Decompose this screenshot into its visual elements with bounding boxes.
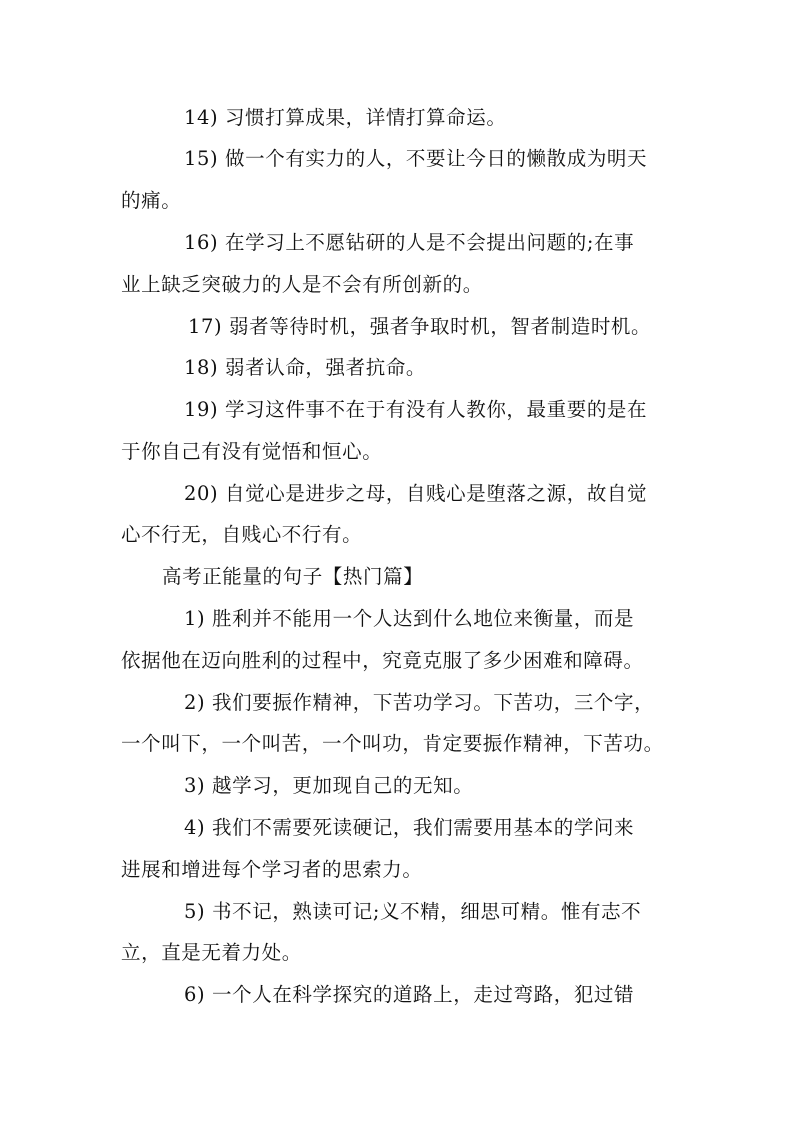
quote-5-line-1: 5) 书不记，熟读可记;义不精，细思可精。惟有志不 (184, 900, 642, 923)
quote-17: 17) 弱者等待时机，强者争取时机，智者制造时机。 (188, 315, 652, 338)
quote-15-line-1: 15) 做一个有实力的人，不要让今日的懒散成为明天 (184, 147, 648, 170)
quote-2-line-1: 2) 我们要振作精神，下苦功学习。下苦功，三个字， (184, 691, 655, 714)
quote-6-line-1: 6) 一个人在科学探究的道路上，走过弯路，犯过错 (184, 983, 635, 1006)
quote-19-line-1: 19) 学习这件事不在于有没有人教你，最重要的是在 (184, 398, 648, 421)
quote-3: 3) 越学习，更加现自己的无知。 (184, 774, 474, 797)
quote-15-line-2: 的痛。 (121, 189, 182, 212)
section-heading: 高考正能量的句子【热门篇】 (162, 565, 424, 588)
quote-18: 18) 弱者认命，强者抗命。 (184, 356, 427, 379)
quote-16-line-1: 16) 在学习上不愿钻研的人是不会提出问题的;在事 (184, 231, 635, 254)
quote-20-line-1: 20) 自觉心是进步之母，自贱心是堕落之源，故自觉 (184, 482, 648, 505)
quote-14: 14) 习惯打算成果，详情打算命运。 (184, 106, 507, 129)
quote-5-line-2: 立，直是无着力处。 (121, 941, 302, 964)
quote-1-line-1: 1) 胜利并不能用一个人达到什么地位来衡量，而是 (184, 607, 635, 630)
quote-19-line-2: 于你自己有没有觉悟和恒心。 (121, 440, 383, 463)
quote-4-line-2: 进展和增进每个学习者的思索力。 (121, 858, 423, 881)
quote-16-line-2: 业上缺乏突破力的人是不会有所创新的。 (121, 273, 483, 296)
quote-1-line-2: 依据他在迈向胜利的过程中，究竟克服了多少困难和障碍。 (121, 649, 644, 672)
quote-4-line-1: 4) 我们不需要死读硬记，我们需要用基本的学问来 (184, 816, 635, 839)
quote-2-line-2: 一个叫下，一个叫苦，一个叫功，肯定要振作精神，下苦功。 (121, 732, 664, 755)
quote-20-line-2: 心不行无，自贱心不行有。 (121, 523, 363, 546)
